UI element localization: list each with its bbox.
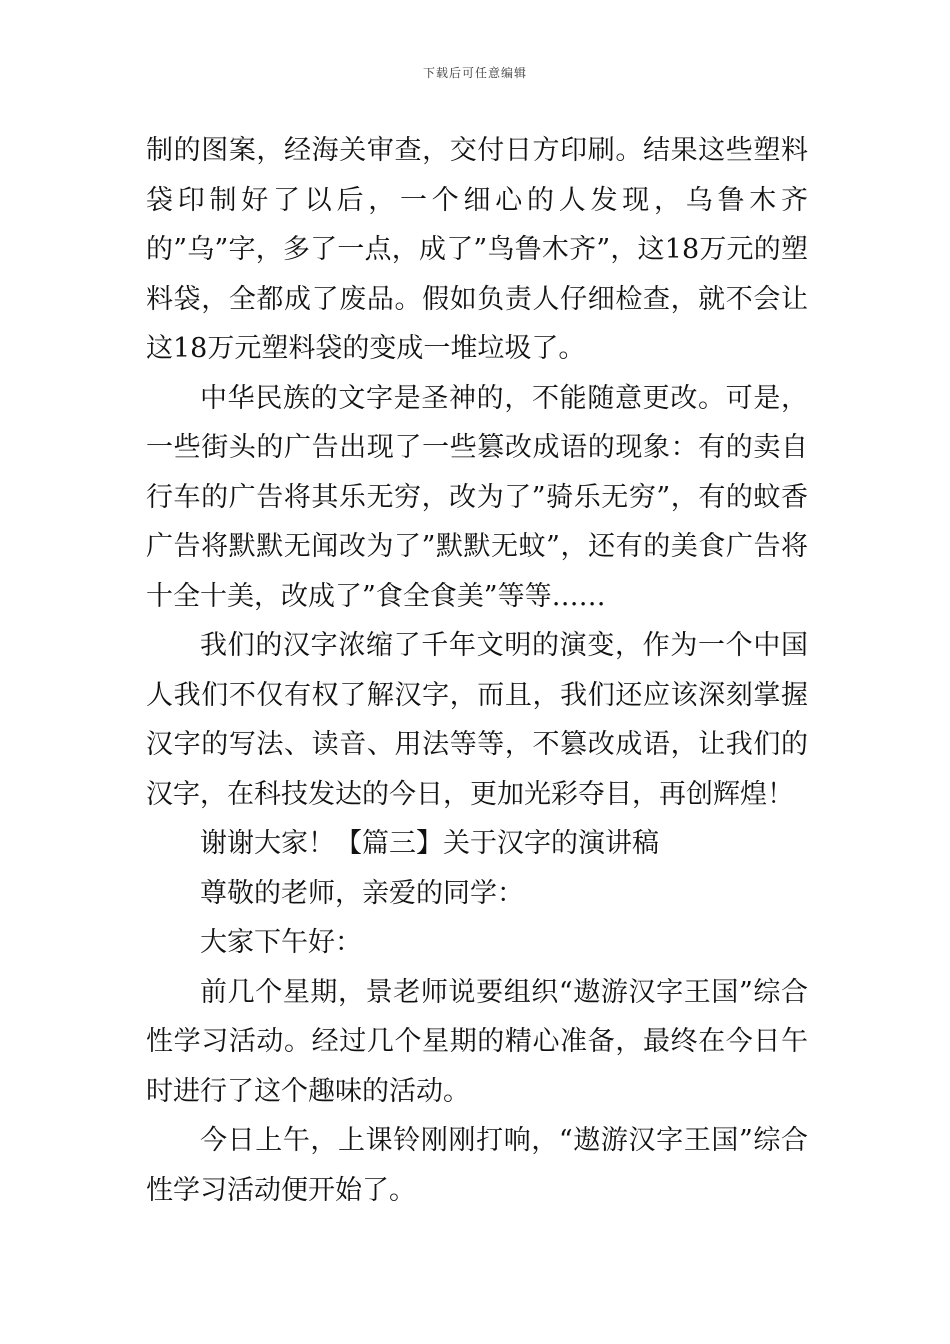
paragraph: 我们的汉字浓缩了千年文明的演变，作为一个中国人我们不仅有权了解汉字，而且，我们还应该深刻掌握汉字的写法、读音、用法等等，不篡改成语，让我们的汉字，在科技发达的今日，更加光彩夺目，再创辉煌！ xyxy=(146,630,808,810)
paragraph: 前几个星期，景老师说要组织“遨游汉字王国”综合性学习活动。经过几个星期的精心准备，最终在今日午时进行了这个趣味的活动。 xyxy=(146,976,808,1107)
paragraph: 中华民族的文字是圣神的，不能随意更改。可是，一些街头的广告出现了一些篡改成语的现象：有的卖自行车的广告将其乐无穷，改为了”骑乐无穷”，有的蚊香广告将默默无闻改为了”默默无蚊”，还有的美食广告将十全十美，改成了”食全食美”等等…… xyxy=(146,382,808,612)
paragraph-greeting: 大家下午好： xyxy=(200,927,362,958)
paragraph-salutation: 尊敬的老师，亲爱的同学： xyxy=(200,877,524,909)
paragraph: 今日上午，上课铃刚刚打响，“遨游汉字王国”综合性学习活动便开始了。 xyxy=(146,1125,808,1206)
paragraph-section-title: 谢谢大家！【篇三】关于汉字的演讲稿 xyxy=(200,828,659,859)
document-body xyxy=(146,126,808,1215)
page-header-note: 下载后可任意编辑 xyxy=(422,66,527,80)
paragraph-continued: 制的图案，经海关审查，交付日方印刷。结果这些塑料袋印制好了以后，一个细心的人发现，乌鲁木齐的”乌”字，多了一点，成了”鸟鲁木齐”，这18万元的塑料袋，全都成了废品。假如负责人仔细检查，就不会让这18万元塑料袋的变成一堆垃圾了。 xyxy=(146,135,808,364)
